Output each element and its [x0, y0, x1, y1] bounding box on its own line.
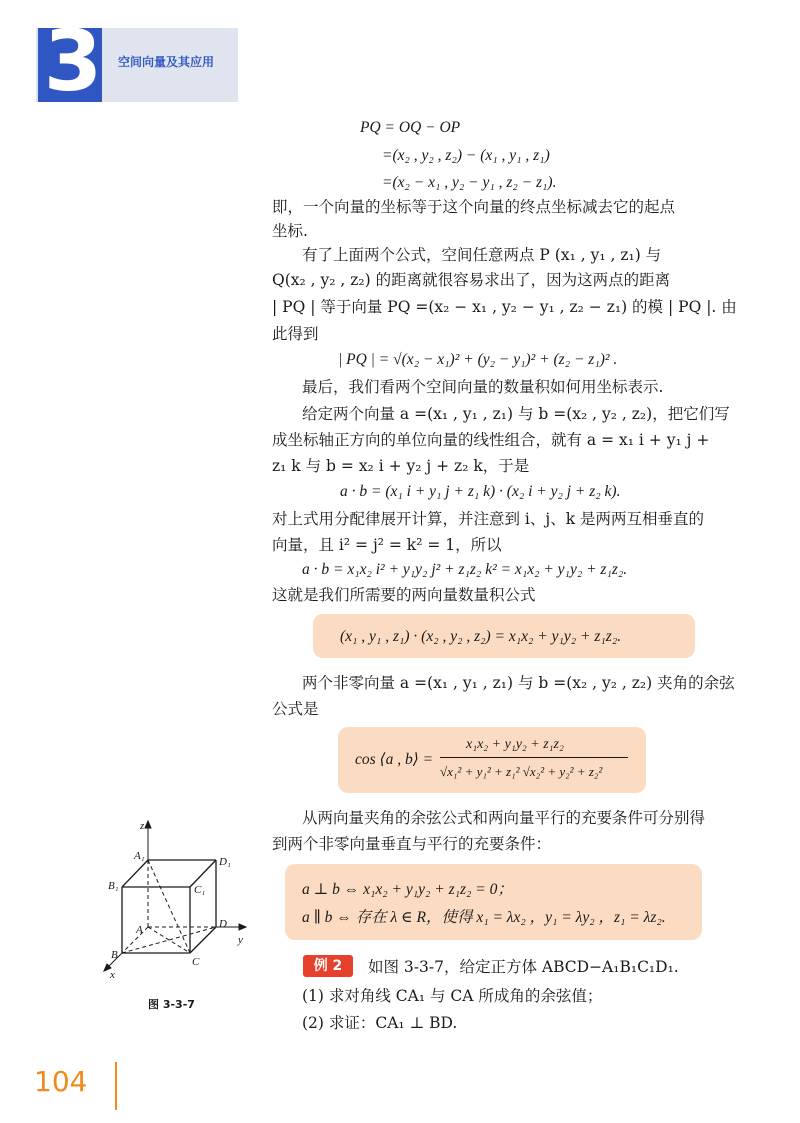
y-axis-arrow	[239, 924, 246, 930]
paragraph-line: 公式是	[272, 700, 319, 718]
perpendicular-parallel-box	[285, 864, 702, 940]
chapter-number: 3	[43, 12, 103, 110]
paragraph-line: 最后，我们看两个空间向量的数量积如何用坐标表示.	[302, 378, 664, 396]
cosine-formula-numerator: x₁x₂ + y₁y₂ + z₁z₂	[466, 737, 564, 752]
label-y: y	[238, 934, 243, 946]
paragraph-line: 向量，且 i² = j² = k² = 1，所以	[272, 536, 502, 554]
paragraph-line: 坐标.	[272, 222, 308, 240]
figure-caption: 图 3-3-7	[148, 998, 195, 1011]
cube-edge	[122, 860, 148, 887]
cube-edge	[190, 860, 216, 887]
label-b1: B₁	[108, 880, 119, 892]
label-d1: D₁	[219, 856, 231, 868]
paragraph-line: 对上式用分配律展开计算，并注意到 i、j、k 是两两互相垂直的	[272, 510, 705, 528]
formula-distance: | PQ | = √(x₂ − x₁)² + (y₂ − y₁)² + (z₂ − z₁)² .	[338, 351, 618, 368]
z-axis-arrow	[145, 821, 151, 828]
example-question-2: (2) 求证：CA₁ ⊥ BD.	[302, 1014, 458, 1032]
paragraph-line: 这就是我们所需要的两向量数量积公式	[272, 586, 536, 604]
paragraph-line: 给定两个向量 a =(x₁ , y₁ , z₁) 与 b =(x₂ , y₂ , z₂)，把它们写	[302, 405, 730, 423]
label-b: B	[111, 949, 118, 961]
diagonal-ca1	[148, 860, 190, 953]
example-question-1: (1) 求对角线 CA₁ 与 CA 所成角的余弦值；	[302, 987, 603, 1005]
page-number: 104	[34, 1065, 88, 1098]
label-a: A	[136, 924, 143, 936]
formula-pq-step2: =(x₂ − x₁ , y₂ − y₁ , z₂ − z₁).	[382, 174, 557, 191]
label-x: x	[110, 969, 115, 981]
hidden-edge	[122, 927, 148, 953]
paragraph-line: 此得到	[272, 325, 319, 343]
paragraph-line: 有了上面两个公式，空间任意两点 P (x₁ , y₁ , z₁) 与	[302, 246, 662, 264]
formula-pq-step1: =(x₂ , y₂ , z₂) − (x₁ , y₁ , z₁)	[382, 147, 550, 164]
paragraph-line: z₁ k 与 b = x₂ i + y₂ j + z₂ k，于是	[272, 457, 530, 475]
perpendicular-condition: a ⊥ b ⇔ x₁x₂ + y₁y₂ + z₁z₂ = 0；	[302, 881, 513, 898]
parallel-condition: a ∥ b ⇔ 存在 λ ∈ R，使得 x₁ = λx₂ ，y₁ = λy₂ ，z₁ = λz₂.	[302, 909, 666, 926]
label-c: C	[192, 956, 200, 968]
paragraph-line: 两个非零向量 a =(x₁ , y₁ , z₁) 与 b =(x₂ , y₂ , z₂) 夹角的余弦	[302, 674, 735, 692]
formula-dot-expansion: a · b = (x₁ i + y₁ j + z₁ k) · (x₂ i + y₂ j + z₂ k).	[340, 483, 621, 500]
cube-figure	[100, 815, 270, 985]
cosine-formula-denominator: √x₁² + y₁² + z₁² √x₂² + y₂² + z₂²	[440, 764, 603, 779]
label-z: z	[140, 820, 145, 832]
paragraph-line: | PQ | 等于向量 PQ =(x₂ − x₁ , y₂ − y₁ , z₂ − z₁) 的模 | PQ |. 由	[272, 298, 737, 316]
page-number-rule	[115, 1062, 117, 1110]
fraction-bar	[440, 757, 628, 758]
paragraph-line: 到两个非零向量垂直与平行的充要条件：	[272, 835, 552, 853]
cube-edge	[190, 927, 216, 953]
cosine-formula-lhs: cos ⟨a , b⟩ =	[355, 751, 434, 768]
paragraph-line: 即，一个向量的坐标等于这个向量的终点坐标减去它的起点	[272, 198, 676, 216]
paragraph-line: 成坐标轴正方向的单位向量的线性组合，就有 a = x₁ i + y₁ j +	[272, 431, 710, 449]
example-text: 如图 3-3-7，给定正方体 ABCD−A₁B₁C₁D₁.	[368, 958, 679, 976]
chapter-title: 空间向量及其应用	[118, 55, 215, 69]
formula-dot-result: a · b = x₁x₂ i² + y₁y₂ j² + z₁z₂ k² = x₁x₂ + y₁y₂ + z₁z₂.	[302, 561, 628, 578]
formula-pq-def: PQ = OQ − OP	[360, 119, 461, 136]
paragraph-line: Q(x₂ , y₂ , z₂) 的距离就很容易求出了，因为这两点的距离	[272, 271, 671, 289]
paragraph-line: 从两向量夹角的余弦公式和两向量平行的充要条件可分别得	[302, 809, 706, 827]
label-d: D	[219, 918, 227, 930]
label-c1: C₁	[194, 884, 206, 896]
example-label: 例 2	[303, 955, 353, 977]
dot-product-formula: (x₁ , y₁ , z₁) · (x₂ , y₂ , z₂) = x₁x₂ + y₁y₂ + z₁z₂.	[340, 628, 622, 645]
label-a1: A₁	[134, 850, 145, 862]
